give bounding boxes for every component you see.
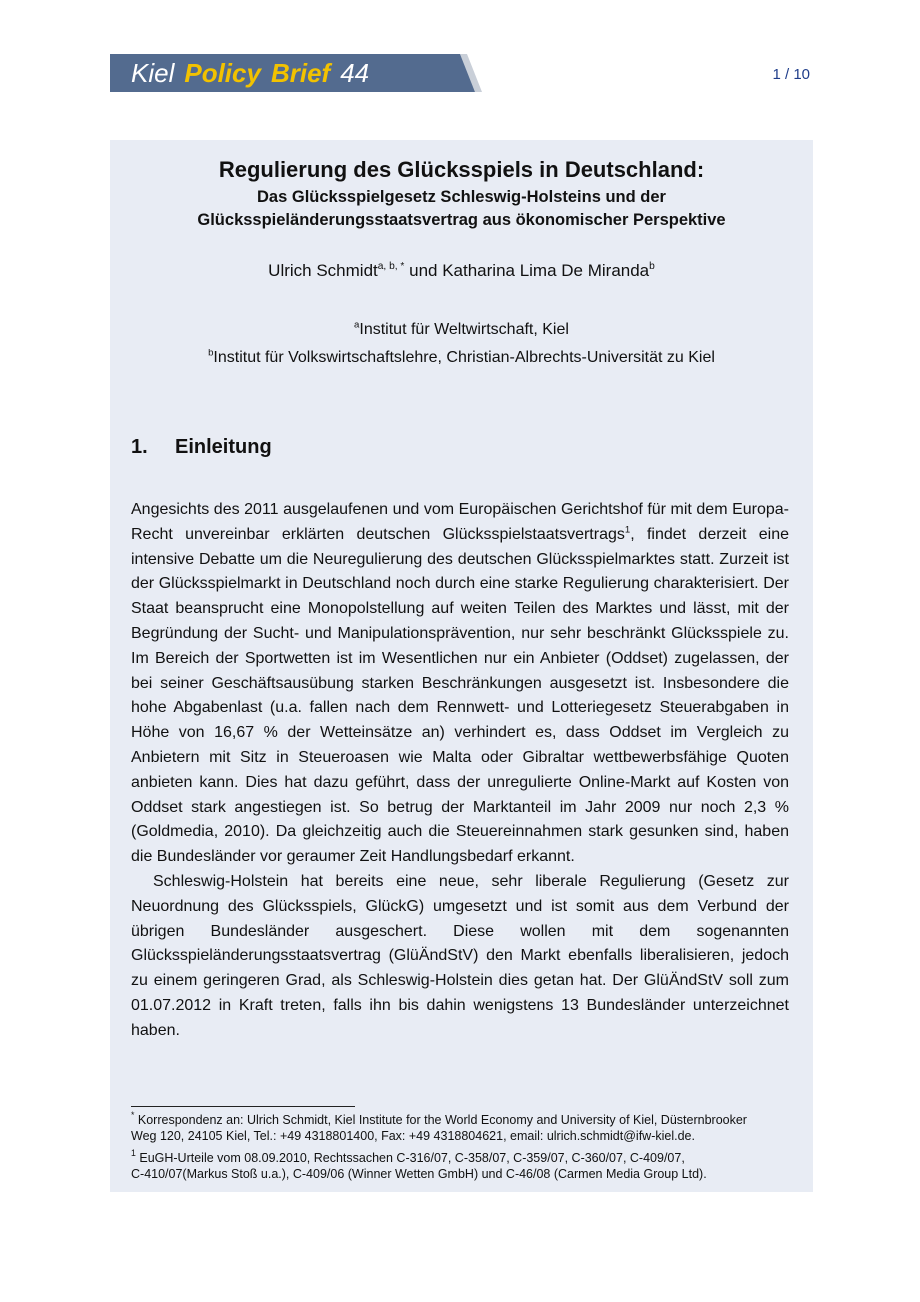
section-title: Einleitung bbox=[175, 436, 272, 458]
section-heading bbox=[131, 436, 272, 459]
article-subtitle-line2: Glücksspieländerungsstaatsvertrag aus ökonomischer Perspektive bbox=[197, 211, 726, 229]
article-title: Regulierung des Glücksspiels in Deutschland: bbox=[218, 157, 705, 182]
article-panel bbox=[110, 140, 813, 1192]
brand-word-kiel: Kiel bbox=[131, 58, 175, 88]
footnote-text: Korrespondenz an: Ulrich Schmidt, Kiel Institute for the World Economy and University of Kiel, Düsternbrooker bbox=[137, 1113, 747, 1127]
article-subtitle-line1: Das Glücksspielgesetz Schleswig-Holsteins und der bbox=[257, 188, 666, 206]
affiliation-b bbox=[110, 349, 813, 367]
footnote-text: Weg 120, 24105 Kiel, Tel.: +49 4318801400, Fax: +49 4318804621, email: ulrich.schmidt@ifw-kiel.de. bbox=[131, 1129, 695, 1143]
footnote-mark: * bbox=[131, 1109, 135, 1120]
publication-brand bbox=[131, 56, 379, 90]
author-name: Katharina Lima De Miranda bbox=[442, 261, 650, 280]
author-line bbox=[110, 261, 813, 281]
brand-word-policy: Policy bbox=[184, 58, 261, 88]
paragraph bbox=[131, 498, 789, 870]
author-affiliation-mark: b bbox=[649, 260, 655, 272]
brand-word-brief: Brief bbox=[270, 58, 331, 88]
paragraph-text: , findet derzeit eine intensive Debatte um die Neuregulierung des deutschen Glücksspielmarktes statt. Zurzeit ist der Glücksspielmarkt in Deutschland noch durch eine starke Regulierung charakterisiert. Der Staat beansprucht eine Monopolstellung auf weiten Teilen des Marktes und lässt, mit der Begründung der Sucht- und Manipulationsprävention, nur sehr beschränkt Glücksspiele zu. Im Bereich der Sportwetten ist im Wesentlichen nur ein Anbieter (Oddset) zugelassen, der bei seiner Geschäftsausübung starken Beschränkungen ausgesetzt ist. Insbesondere die hohe Abgabenlast (u.a. fallen nach dem Rennwett- und Lotteriegesetz Steuerabgaben in Höhe von 16,67 % der Wetteinsätze an) verhindert es, dass Oddset im Vergleich zu Anbietern mit Sitz in Steueroasen wie Malta oder Gibraltar wettbewerbsfähige Quoten anbieten kann. Dies hat dazu geführt, dass der unregulierte Online-Markt auf Kosten von Oddset stark angestiegen ist. So betrug der Marktanteil im Jahr 2009 nur noch 2,3 % (Goldmedia, 2010). Da gleichzeitig auch die Steuereinnahmen stark gesunken sind, haben die Bundesländer vor geraumer Zeit Handlungsbedarf erkannt. bbox=[131, 525, 790, 866]
author-affiliation-mark: a, b, * bbox=[377, 260, 405, 272]
affiliation-text: Institut für Weltwirtschaft, Kiel bbox=[359, 321, 569, 338]
brand-issue-number: 44 bbox=[340, 58, 370, 88]
section-number: 1. bbox=[131, 436, 148, 458]
body-text bbox=[131, 498, 789, 1044]
affiliation-mark: b bbox=[208, 347, 214, 359]
footnote-mark: 1 bbox=[131, 1147, 136, 1158]
footnote-text: C-410/07(Markus Stoß u.a.), C-409/06 (Winner Wetten GmbH) und C-46/08 (Carmen Media Group Ltd). bbox=[131, 1167, 707, 1181]
footnote-reference[interactable]: 1 bbox=[624, 524, 631, 536]
author-name: Ulrich Schmidt bbox=[268, 261, 378, 280]
affiliation-mark: a bbox=[354, 319, 360, 331]
footnote-divider bbox=[131, 1106, 355, 1107]
paragraph-text: Angesichts des 2011 ausgelaufenen und vom Europäischen Gerichtshof für mit dem Europa-Recht unvereinbar erklärten deutschen Glücksspielstaatsvertrags bbox=[131, 501, 789, 543]
author-connector: und bbox=[404, 261, 443, 280]
page-indicator: 1 / 10 bbox=[772, 66, 810, 83]
affiliation-text: Institut für Volkswirtschaftslehre, Christian-Albrechts-Universität zu Kiel bbox=[213, 349, 715, 366]
footnote-correspondence bbox=[131, 1109, 791, 1144]
paragraph: Schleswig-Holstein hat bereits eine neue, sehr liberale Regulierung (Gesetz zur Neuordnung des Glücksspiels, GlückG) umgesetzt und ist somit aus dem Verbund der übrigen Bundesländer ausgeschert. Diese wollen mit dem sogenannten Glücksspieländerungsstaatsvertrag (GlüÄndStV) den Markt ebenfalls liberalisieren, jedoch zu einem geringeren Grad, als Schleswig-Holstein dies getan hat. Der GlüÄndStV soll zum 01.07.2012 in Kraft treten, falls ihn bis dahin wenigstens 13 Bundesländer unterzeichnet haben. bbox=[131, 872, 789, 1039]
footnote-text: EuGH-Urteile vom 08.09.2010, Rechtssachen C-316/07, C-358/07, C-359/07, C-360/07, C-409/07, bbox=[139, 1151, 685, 1165]
footnote-1 bbox=[131, 1147, 791, 1182]
affiliation-a bbox=[110, 321, 813, 339]
